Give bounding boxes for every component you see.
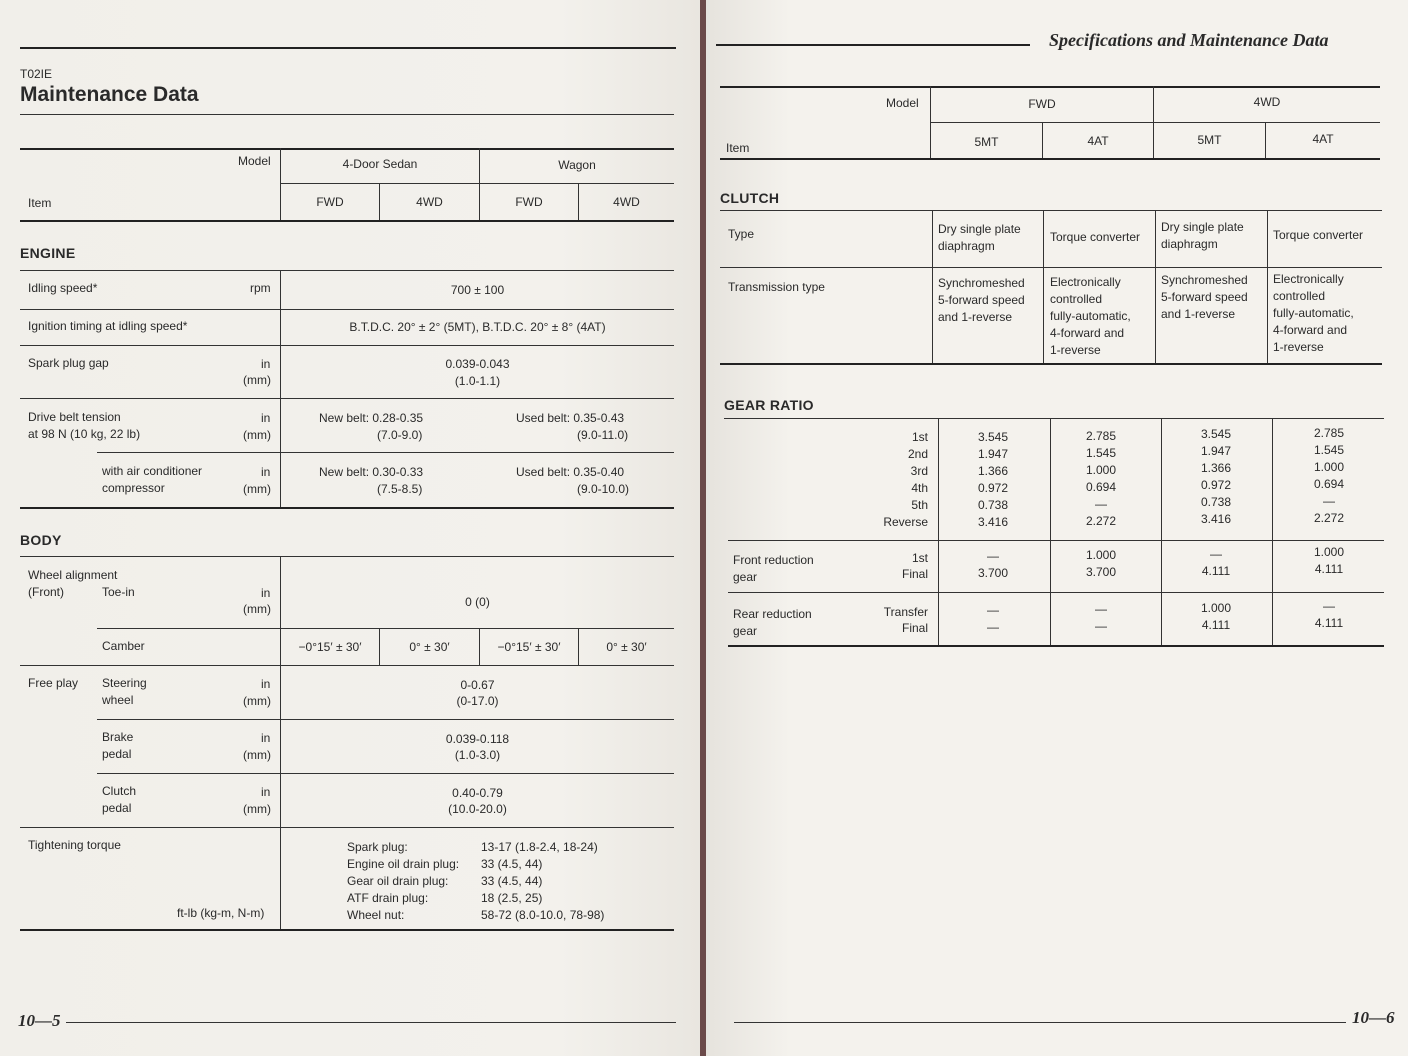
- ac-belt-label: with air conditioner: [102, 464, 203, 478]
- front-fwd-4at: [1076, 547, 1126, 581]
- clutch-pedal-label-2: pedal: [102, 801, 132, 815]
- trans-4wd-5mt: [1161, 272, 1248, 323]
- front-fwd-5mt: [968, 548, 1018, 582]
- gear-4wd-4at: [1304, 425, 1354, 527]
- header-wagon: Wagon: [558, 158, 596, 172]
- gear-fwd-4at: [1076, 428, 1126, 530]
- clutch-pedal-value-mm: (10.0-20.0): [448, 802, 507, 816]
- section-code: T02IE: [20, 67, 53, 81]
- front-reduction-value: —: [1210, 547, 1222, 561]
- wheel-alignment-label: Wheel alignment: [28, 568, 118, 582]
- rear-reduction-value: —: [987, 603, 999, 617]
- torque-item-name: Engine oil drain plug:: [347, 857, 460, 871]
- idling-speed-value: 700 ± 100: [450, 283, 505, 297]
- header-4wd: 4WD: [1253, 95, 1281, 109]
- gear-ratio-value: 3.545: [1200, 427, 1232, 441]
- gear-name: Reverse: [883, 515, 928, 529]
- section-body: BODY: [20, 532, 62, 548]
- header-model: Model: [238, 154, 271, 168]
- steering-value: 0-0.67: [460, 678, 495, 692]
- rear-reduction-label-2: gear: [733, 624, 758, 638]
- tightening-torque-label: Tightening torque: [28, 838, 121, 852]
- belt-new-value-mm: (7.0-9.0): [377, 428, 423, 442]
- camber-wagon-4wd: 0° ± 30′: [606, 640, 647, 654]
- clutch-unit-in: in: [261, 785, 271, 799]
- steer-unit-in: in: [261, 677, 271, 691]
- trans-fwd-4at: [1050, 274, 1131, 359]
- brake-unit-mm: (mm): [243, 748, 271, 762]
- rear-4wd-5mt: [1191, 600, 1241, 634]
- front-reduction-value: 4.111: [1314, 562, 1344, 576]
- right-page: [706, 0, 1408, 1056]
- torque-item: [347, 856, 667, 873]
- gear-ratio-value: 1.000: [1313, 460, 1345, 474]
- footer-rule-right: [734, 1022, 1346, 1023]
- steer-unit-mm: (mm): [243, 694, 271, 708]
- spark-plug-gap-value: 0.039-0.043: [445, 357, 510, 371]
- trans-line: 4-forward and: [1273, 323, 1348, 337]
- camber-label: Camber: [102, 639, 145, 653]
- ac-belt-label-2: compressor: [102, 481, 165, 495]
- rear-reduction-value: —: [1095, 602, 1107, 616]
- header-mid-rule: [281, 183, 674, 184]
- belt-used-value: Used belt: 0.35-0.43: [516, 411, 625, 425]
- gear-ratio-value: 0.972: [977, 481, 1009, 495]
- header-4wd-5mt: 5MT: [1197, 133, 1222, 147]
- front-reduction-1st: 1st: [911, 551, 928, 565]
- ignition-timing-value: B.T.D.C. 20° ± 2° (5MT), B.T.D.C. 20° ± 8° (4AT): [349, 320, 606, 334]
- front-reduction-label-2: gear: [733, 570, 758, 584]
- belt-unit-mm: (mm): [243, 428, 271, 442]
- rear-reduction-value: 4.111: [1314, 616, 1344, 630]
- trans-line: Synchromeshed: [938, 276, 1025, 290]
- gear-ratio-value: 3.545: [977, 430, 1009, 444]
- front-reduction-label: Front reduction: [733, 553, 814, 567]
- header-sedan-4wd: 4WD: [416, 195, 443, 209]
- torque-item: [347, 890, 667, 907]
- page-number-right: 10—6: [1352, 1008, 1395, 1027]
- trans-line: and 1-reverse: [938, 310, 1013, 324]
- section-gear-ratio: GEAR RATIO: [724, 397, 814, 413]
- front-reduction-value: 1.000: [1085, 548, 1117, 562]
- trans-line: 5-forward speed: [938, 293, 1025, 307]
- gear-names: [856, 429, 928, 531]
- page-title: Maintenance Data: [20, 83, 199, 106]
- front-reduction-value: 3.700: [977, 566, 1009, 580]
- ac-used-value: Used belt: 0.35-0.40: [516, 465, 625, 479]
- gear-name: 3rd: [910, 464, 928, 478]
- belt-unit-in: in: [261, 411, 271, 425]
- gear-ratio-value: 2.272: [1313, 511, 1345, 525]
- torque-item-name: Spark plug:: [347, 840, 408, 854]
- wheel-alignment-front: (Front): [28, 585, 64, 599]
- header-sedan-fwd: FWD: [316, 195, 344, 209]
- rear-reduction-value: 1.000: [1200, 601, 1232, 615]
- ac-new-value: New belt: 0.30-0.33: [319, 465, 424, 479]
- left-page: [0, 0, 700, 1056]
- trans-line: controlled: [1050, 292, 1103, 306]
- trans-line: fully-automatic,: [1273, 306, 1354, 320]
- trans-line: 4-forward and: [1050, 326, 1125, 340]
- ac-unit-mm: (mm): [243, 482, 271, 496]
- torque-item-value: 58-72 (8.0-10.0, 78-98): [481, 908, 605, 922]
- clutch-pedal-label: Clutch: [102, 784, 137, 798]
- front-4wd-5mt: [1191, 546, 1241, 580]
- torque-item: [347, 873, 667, 890]
- steering-wheel-label: Steering: [102, 676, 147, 690]
- ac-unit-in: in: [261, 465, 271, 479]
- header-bottom-rule: [20, 220, 674, 222]
- free-play-label: Free play: [28, 676, 79, 690]
- clutch-type-fwd-5mt-2: diaphragm: [938, 239, 995, 253]
- running-head: Specifications and Maintenance Data: [1049, 30, 1329, 50]
- gear-name: 1st: [911, 430, 928, 444]
- trans-line: controlled: [1273, 289, 1326, 303]
- ac-new-value-mm: (7.5-8.5): [377, 482, 423, 496]
- trans-line: 5-forward speed: [1161, 290, 1248, 304]
- front-reduction-value: —: [987, 549, 999, 563]
- rear-reduction-label: Rear reduction: [733, 607, 812, 621]
- title-rule: [20, 114, 674, 115]
- header-fwd: FWD: [1028, 97, 1056, 111]
- steering-value-mm: (0-17.0): [456, 694, 499, 708]
- rear-reduction-value: —: [1323, 599, 1335, 613]
- header-fwd-4at: 4AT: [1087, 134, 1109, 148]
- header-sedan: 4-Door Sedan: [342, 157, 418, 171]
- torque-item-value: 18 (2.5, 25): [481, 891, 543, 905]
- gear-ratio-value: —: [1095, 497, 1107, 511]
- gear-ratio-value: 2.785: [1085, 429, 1117, 443]
- trans-fwd-5mt: [938, 275, 1025, 326]
- ignition-timing-label: Ignition timing at idling speed*: [28, 319, 188, 333]
- section-clutch: CLUTCH: [720, 190, 780, 206]
- header-rule: [716, 44, 1030, 46]
- toe-in-value: 0 (0): [465, 595, 490, 609]
- idling-speed-label: Idling speed*: [28, 281, 98, 295]
- trans-4wd-4at: [1273, 271, 1354, 356]
- brake-unit-in: in: [261, 731, 271, 745]
- clutch-type-4wd-4at: Torque converter: [1273, 228, 1364, 242]
- transmission-type-label: Transmission type: [728, 280, 825, 294]
- spark-plug-gap-label: Spark plug gap: [28, 356, 109, 370]
- trans-line: Synchromeshed: [1161, 273, 1248, 287]
- rear-reduction-value: 4.111: [1201, 618, 1231, 632]
- gear-ratio-value: 2.272: [1085, 514, 1117, 528]
- gear-ratio-value: 0.738: [1200, 495, 1232, 509]
- header-item-right: Item: [726, 141, 750, 155]
- gear-ratio-value: 1.000: [1085, 463, 1117, 477]
- rear-reduction-value: —: [1095, 619, 1107, 633]
- header-model-right: Model: [886, 96, 919, 110]
- belt-used-value-mm: (9.0-11.0): [577, 428, 629, 442]
- trans-line: fully-automatic,: [1050, 309, 1131, 323]
- clutch-type-label: Type: [728, 227, 755, 241]
- gear-ratio-value: 1.545: [1313, 443, 1345, 457]
- trans-line: 1-reverse: [1050, 343, 1101, 357]
- belt-new-value: New belt: 0.28-0.35: [319, 411, 424, 425]
- torque-item-name: ATF drain plug:: [347, 891, 429, 905]
- clutch-type-fwd-5mt: Dry single plate: [938, 222, 1021, 236]
- torque-item-value: 33 (4.5, 44): [481, 857, 543, 871]
- spark-unit-in: in: [261, 357, 271, 371]
- tightening-torque-unit: ft-lb (kg-m, N-m): [177, 906, 265, 920]
- clutch-type-fwd-4at: Torque converter: [1050, 230, 1141, 244]
- ac-used-value-mm: (9.0-10.0): [577, 482, 630, 496]
- gear-ratio-value: 0.694: [1313, 477, 1345, 491]
- gear-name: 5th: [911, 498, 928, 512]
- gear-ratio-value: 1.545: [1085, 446, 1117, 460]
- rear-fwd-4at: [1076, 601, 1126, 635]
- gear-ratio-value: 1.947: [977, 447, 1009, 461]
- front-reduction-final: Final: [901, 567, 928, 581]
- steering-wheel-label-2: wheel: [102, 693, 134, 707]
- rear-reduction-transfer: Transfer: [883, 605, 928, 619]
- gear-ratio-value: 1.366: [977, 464, 1009, 478]
- gear-4wd-5mt: [1191, 426, 1241, 528]
- toe-in-label: Toe-in: [102, 585, 135, 599]
- gear-ratio-value: 1.366: [1200, 461, 1232, 475]
- trans-line: and 1-reverse: [1161, 307, 1236, 321]
- gear-ratio-value: 2.785: [1313, 426, 1345, 440]
- front-4wd-4at: [1304, 544, 1354, 578]
- brake-value: 0.039-0.118: [445, 732, 510, 746]
- torque-item-name: Wheel nut:: [347, 908, 405, 922]
- gear-ratio-value: 3.416: [977, 515, 1009, 529]
- idling-speed-unit: rpm: [250, 281, 271, 295]
- gear-ratio-value: 3.416: [1200, 512, 1232, 526]
- torque-item-value: 13-17 (1.8-2.4, 18-24): [481, 840, 598, 854]
- header-4wd-4at: 4AT: [1312, 132, 1334, 146]
- gear-name: 4th: [911, 481, 928, 495]
- clutch-unit-mm: (mm): [243, 802, 271, 816]
- gear-ratio-value: 0.738: [977, 498, 1009, 512]
- front-reduction-value: 3.700: [1085, 565, 1117, 579]
- torque-item: [347, 839, 667, 856]
- toe-unit-mm: (mm): [243, 602, 271, 616]
- rear-4wd-4at: [1304, 598, 1354, 632]
- spark-unit-mm: (mm): [243, 373, 271, 387]
- clutch-type-4wd-5mt: Dry single plate: [1161, 220, 1244, 234]
- gear-ratio-value: —: [1323, 494, 1335, 508]
- clutch-type-4wd-5mt-2: diaphragm: [1161, 237, 1218, 251]
- toe-unit-in: in: [261, 586, 271, 600]
- section-engine: ENGINE: [20, 245, 76, 261]
- front-reduction-value: 1.000: [1313, 545, 1345, 559]
- header-fwd-5mt: 5MT: [974, 135, 999, 149]
- gear-ratio-value: 1.947: [1200, 444, 1232, 458]
- page-number-left: 10—5: [18, 1011, 61, 1030]
- top-rule: [20, 47, 676, 49]
- table-top-rule: [20, 148, 674, 150]
- gear-fwd-5mt: [968, 429, 1018, 531]
- brake-value-mm: (1.0-3.0): [454, 748, 501, 762]
- brake-pedal-label-2: pedal: [102, 747, 132, 761]
- gear-ratio-value: 0.694: [1085, 480, 1117, 494]
- brake-pedal-label: Brake: [102, 730, 134, 744]
- gear-ratio-value: 0.972: [1200, 478, 1232, 492]
- torque-item: [347, 907, 667, 924]
- camber-wagon-fwd: −0°15′ ± 30′: [497, 640, 561, 654]
- header-wagon-4wd: 4WD: [613, 195, 640, 209]
- drive-belt-load: at 98 N (10 kg, 22 lb): [28, 427, 141, 441]
- trans-line: Electronically: [1273, 272, 1344, 286]
- rear-reduction-final: Final: [901, 621, 928, 635]
- rear-fwd-5mt: [968, 602, 1018, 636]
- trans-line: Electronically: [1050, 275, 1121, 289]
- header-wagon-fwd: FWD: [515, 195, 543, 209]
- rear-reduction-value: —: [987, 620, 999, 634]
- torque-item-value: 33 (4.5, 44): [481, 874, 543, 888]
- front-reduction-value: 4.111: [1201, 564, 1231, 578]
- trans-line: 1-reverse: [1273, 340, 1324, 354]
- camber-sedan-fwd: −0°15′ ± 30′: [298, 640, 362, 654]
- camber-sedan-4wd: 0° ± 30′: [409, 640, 450, 654]
- torque-list: [347, 839, 667, 924]
- header-item: Item: [28, 196, 52, 210]
- drive-belt-label: Drive belt tension: [28, 410, 121, 424]
- gear-name: 2nd: [907, 447, 928, 461]
- spark-plug-gap-value-mm: (1.0-1.1): [454, 374, 501, 388]
- torque-item-name: Gear oil drain plug:: [347, 874, 449, 888]
- clutch-pedal-value: 0.40-0.79: [452, 786, 503, 800]
- footer-rule-left: [66, 1022, 676, 1023]
